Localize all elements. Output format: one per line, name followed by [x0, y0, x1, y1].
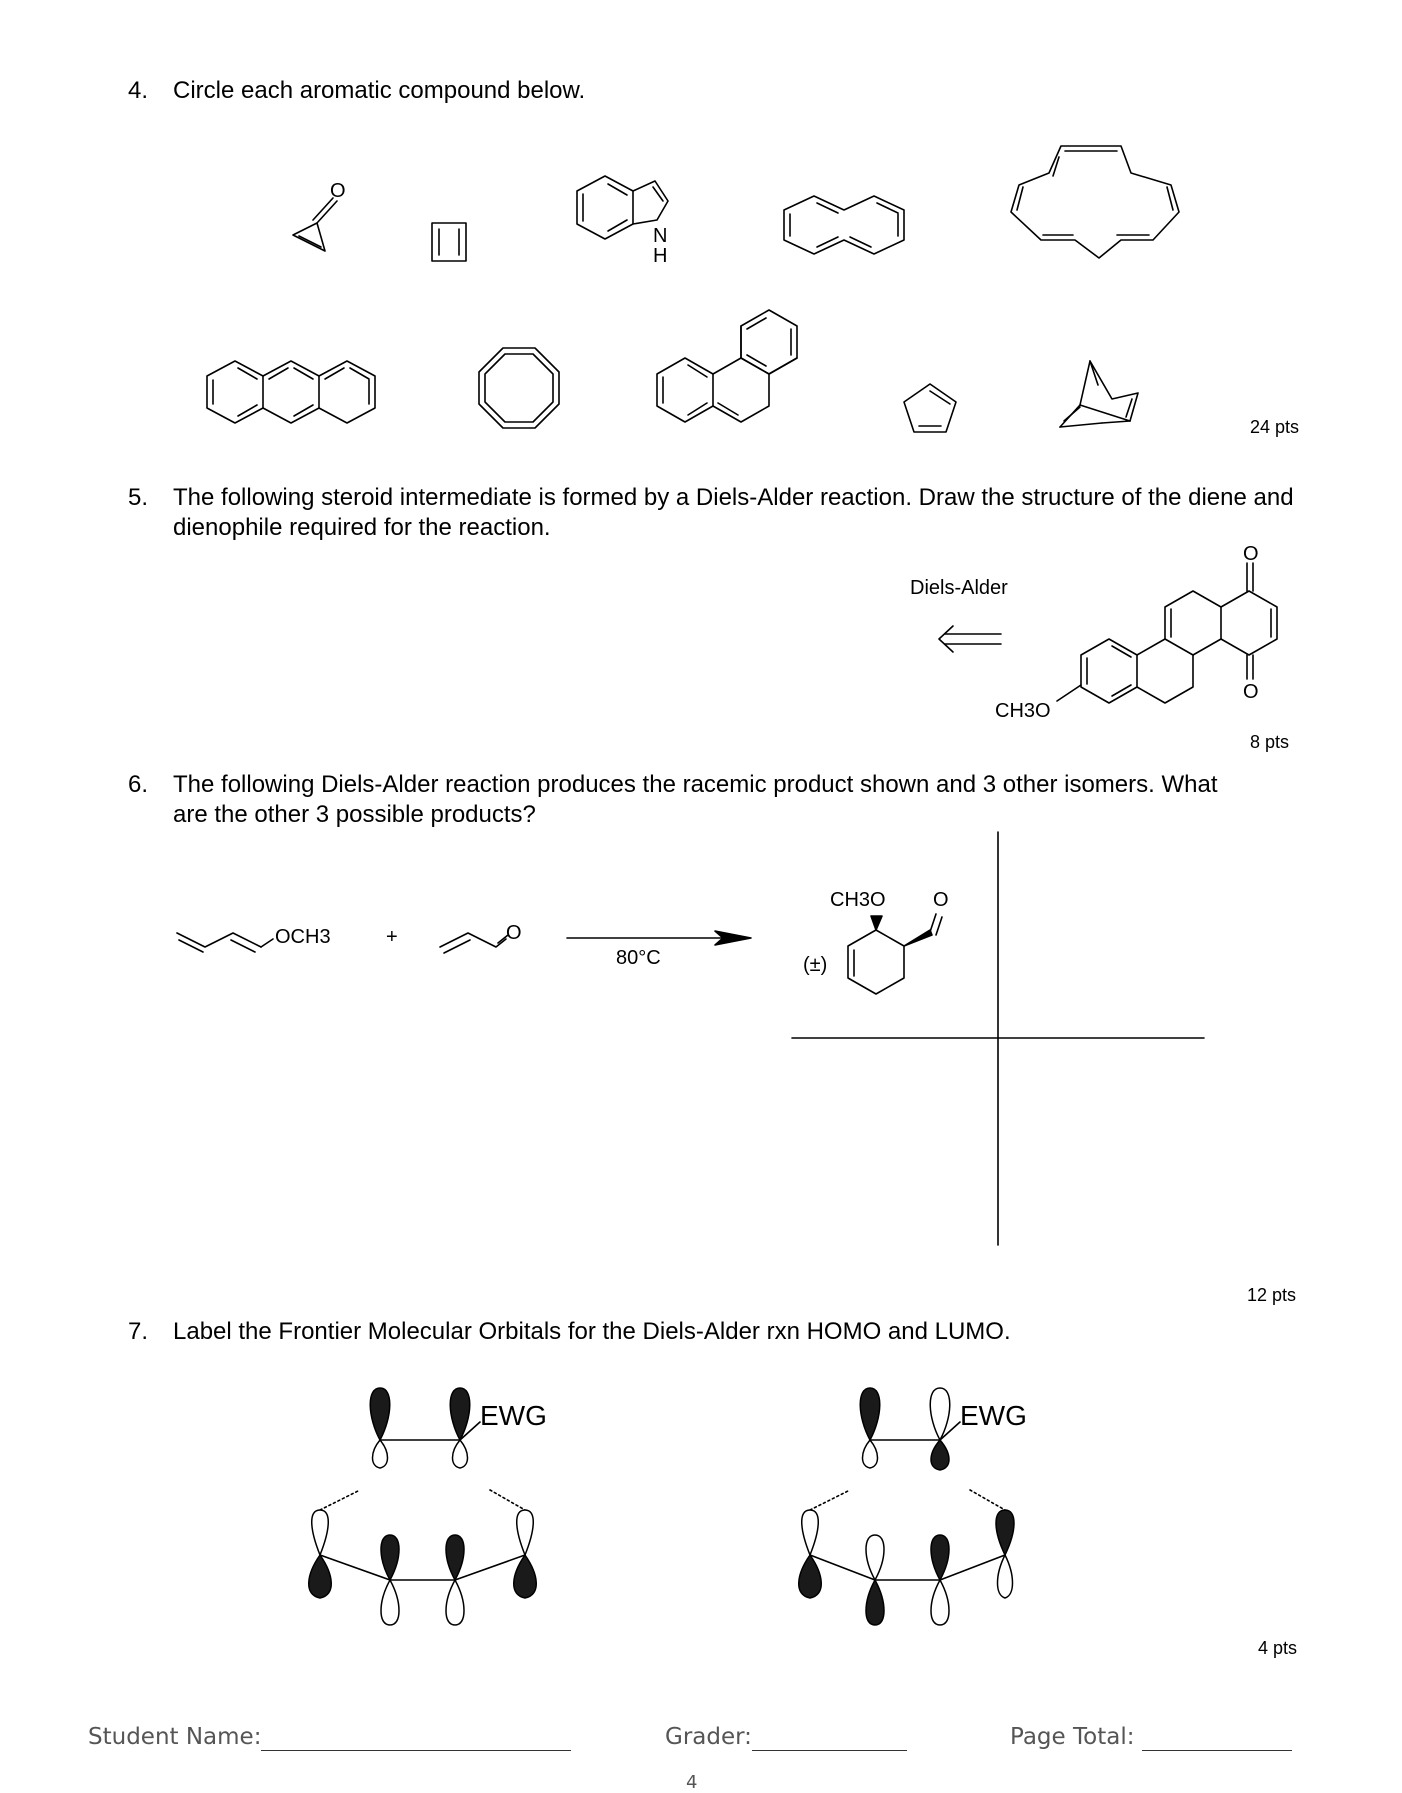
reaction-plus-sign: +: [386, 926, 398, 948]
dienophile-acrolein-structure[interactable]: [438, 915, 538, 955]
dienophile-oxygen-label: O: [506, 922, 522, 944]
q7-points: 4 pts: [1258, 1638, 1298, 1658]
q6-number: 6.: [128, 771, 149, 798]
page-total-label: Page Total:: [1010, 1724, 1135, 1750]
diene-methoxybutadiene-structure[interactable]: [175, 915, 375, 955]
cyclopropenone-o-label: O: [330, 180, 346, 202]
fmo-diagram-right[interactable]: [775, 1380, 1105, 1665]
q4-prompt: Circle each aromatic compound below.: [173, 77, 586, 104]
indole-n-label: N: [653, 225, 668, 247]
annulene-14-structure[interactable]: [1003, 140, 1188, 265]
cyclooctatetraene-structure[interactable]: [475, 345, 565, 435]
student-name-line[interactable]: [261, 1724, 571, 1751]
diene-methoxy-label: OCH3: [275, 926, 331, 948]
page-total-line[interactable]: [1142, 1724, 1292, 1751]
steroid-methoxy-label: CH3O: [995, 700, 1051, 722]
reaction-temperature: 80°C: [616, 947, 661, 969]
indole-structure[interactable]: [565, 168, 700, 268]
q5-prompt: The following steroid intermediate is formed by a Diels-Alder reaction. Draw the structure of the diene and dienophile required for the reaction.: [173, 484, 1294, 541]
reaction-arrow: [565, 928, 755, 948]
cyclopropenone-structure[interactable]: [285, 175, 355, 265]
q5-number: 5.: [128, 484, 149, 511]
q7-number: 7.: [128, 1318, 149, 1345]
student-name-label: Student Name:: [88, 1724, 262, 1750]
student-name-field[interactable]: [88, 1724, 571, 1751]
q4-number: 4.: [128, 77, 149, 104]
annulene-10-structure[interactable]: [780, 190, 910, 260]
racemic-label: (±): [803, 954, 828, 976]
q6-points: 12 pts: [1247, 1285, 1297, 1305]
norbornadiene-structure[interactable]: [1050, 355, 1150, 435]
product-methoxy-label: CH3O: [830, 889, 886, 911]
cyclopentadiene-structure[interactable]: [900, 380, 960, 440]
q7-prompt: Label the Frontier Molecular Orbitals for the Diels-Alder rxn HOMO and LUMO.: [173, 1318, 1011, 1345]
page-number: 4: [686, 1772, 698, 1793]
cyclobutadiene-structure[interactable]: [430, 221, 470, 266]
page-total-field[interactable]: [1010, 1724, 1292, 1751]
product-oxygen-label: O: [933, 889, 949, 911]
anthracene-structure[interactable]: [205, 355, 390, 435]
steroid-top-oxygen-label: O: [1243, 543, 1259, 565]
fmo-diagram-left[interactable]: [290, 1380, 620, 1665]
q6-prompt: The following Diels-Alder reaction produces the racemic product shown and 3 other isomers. What are the other 3 possible products?: [173, 771, 1218, 828]
grader-line[interactable]: [752, 1724, 907, 1751]
diels-alder-arrow-label: Diels-Alder: [910, 577, 1008, 599]
steroid-intermediate-structure[interactable]: [985, 545, 1290, 720]
grader-field[interactable]: [665, 1724, 907, 1751]
steroid-bottom-oxygen-label: O: [1243, 681, 1259, 703]
fmo-left-ewg-label: EWG: [480, 1400, 547, 1431]
fmo-right-ewg-label: EWG: [960, 1400, 1027, 1431]
q5-points: 8 pts: [1250, 732, 1290, 752]
indole-h-label: H: [653, 245, 668, 267]
answer-quadrant-grid: [790, 830, 1210, 1250]
q4-points: 24 pts: [1250, 417, 1300, 437]
grader-label: Grader:: [665, 1724, 752, 1750]
phenanthrene-structure[interactable]: [655, 302, 815, 432]
